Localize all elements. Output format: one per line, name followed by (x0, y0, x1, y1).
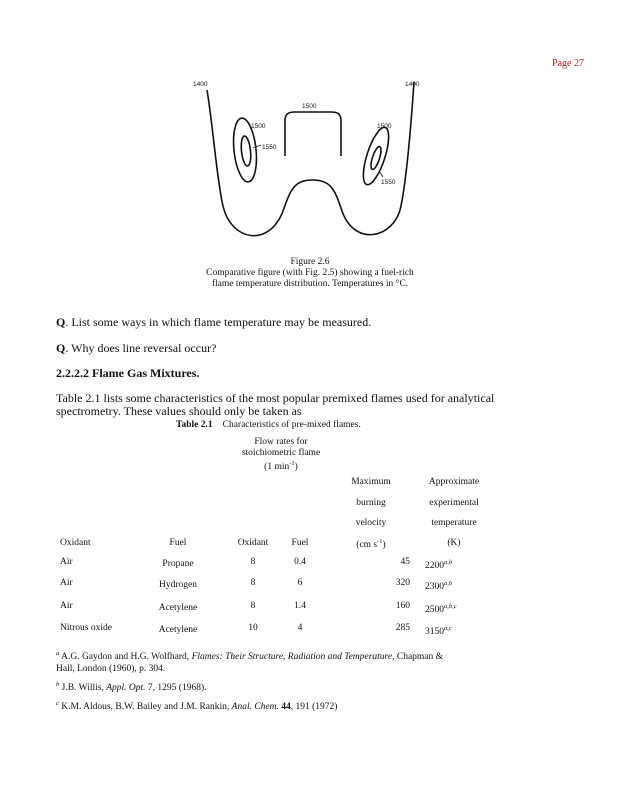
paragraph-line-1: Table 2.1 lists some characteristics of the most popular premixed flames used for analytical (56, 391, 495, 405)
col-header-oxidant-flow: Oxidant (237, 538, 269, 548)
table-title: Characteristics of pre-mixed flames. (222, 420, 361, 430)
figure-title: Figure 2.6 (290, 257, 330, 267)
cell-fuel-flow: 4 (297, 623, 303, 633)
question-text: . Why does line reversal occur? (65, 341, 217, 355)
question-1 (56, 315, 371, 330)
footnote-a: $^a$ A.G. Gaydon and H.G. Wolfhard, Flames: Their Structure, Radiation and Temperature, Chapman & Hall, London (1960), p. 304. (56, 650, 444, 675)
velocity-header-1: Maximum (351, 477, 391, 487)
cell-fuel: Acetylene (158, 625, 198, 635)
paragraph-line-2: spectrometry. These values should only be taken as (56, 404, 302, 418)
table-caption (176, 420, 361, 430)
question-2 (56, 341, 216, 356)
cell-oxidant-flow: 8 (250, 578, 256, 588)
label-1400-left: 1400 (193, 81, 208, 88)
cell-temperature: 3150$^{a,c}$ (425, 625, 452, 638)
col-header-fuel-flow: Fuel (291, 538, 309, 548)
figure-caption-line-1: Comparative figure (with Fig. 2.5) showing a fuel-rich (206, 268, 414, 278)
question-label: Q (56, 341, 66, 355)
cell-fuel: Propane (162, 559, 194, 569)
question-label: Q (56, 315, 66, 329)
label-1500-right: 1500 (377, 123, 392, 130)
temp-header-1: Approximate (428, 477, 480, 487)
label-1550-right: 1550 (381, 179, 396, 186)
figure-caption-line-2: flame temperature distribution. Temperatures in °C. (211, 279, 409, 289)
cell-temperature: 2200$^{a,b}$ (425, 559, 453, 572)
cell-fuel: Hydrogen (159, 580, 197, 590)
velocity-header-2: burning (356, 498, 386, 508)
cell-oxidant-flow: 8 (250, 601, 256, 611)
footnote-c: $^c$ K.M. Aldous, B.W. Bailey and J.M. Rankin, Anal. Chem. 44, 191 (1972) (56, 700, 338, 713)
flow-header-3: (1 $\min^{-1}$) (264, 460, 298, 473)
cell-velocity: 45 (400, 557, 410, 567)
cell-temperature: 2500$^{a,b,c}$ (425, 603, 457, 616)
flow-header-1: Flow rates for (254, 437, 308, 447)
col-header-oxidant: Oxidant (60, 538, 91, 548)
temp-header-3: temperature (431, 518, 477, 528)
cell-temperature: 2300$^{a,b}$ (425, 580, 453, 593)
col-header-fuel: Fuel (169, 538, 187, 548)
flame-temperature-figure (195, 76, 431, 252)
cell-velocity: 285 (395, 623, 410, 633)
label-1550-left: 1550 (262, 144, 277, 151)
label-1500-left: 1500 (251, 123, 266, 130)
contour-1550-left (240, 136, 252, 167)
cell-oxidant-flow: 10 (248, 623, 258, 633)
cell-velocity: 160 (395, 601, 410, 611)
cell-fuel: Acetylene (158, 603, 198, 613)
velocity-header-4: (cm $s^{-1}$) (356, 538, 386, 551)
contour-1500-right (358, 125, 394, 188)
label-1500-top: 1500 (302, 103, 317, 110)
cell-oxidant: Air (60, 557, 73, 567)
cell-oxidant: Nitrous oxide (60, 623, 112, 633)
label-1400-right: 1400 (405, 81, 420, 88)
cell-oxidant-flow: 8 (250, 557, 256, 567)
footnote-b: $^b$ J.B. Willis, Appl. Opt. 7, 1295 (1968). (56, 681, 207, 694)
temp-header-4: (K) (447, 538, 461, 548)
cell-fuel-flow: 6 (297, 578, 303, 588)
cell-fuel-flow: 0.4 (294, 557, 306, 567)
question-text: . List some ways in which flame temperature may be measured. (65, 315, 372, 329)
cell-oxidant: Air (60, 601, 73, 611)
contour-1500-top (285, 112, 341, 156)
cell-oxidant: Air (60, 578, 73, 588)
cell-fuel-flow: 1.4 (294, 601, 306, 611)
table-label: Table 2.1 (176, 420, 213, 430)
section-heading: 2.2.2.2 Flame Gas Mixtures. (56, 366, 200, 380)
temp-header-2: experimental (429, 498, 479, 508)
page-number: Page 27 (552, 58, 584, 69)
velocity-header-3: velocity (355, 518, 387, 528)
flame-contour-diagram (195, 76, 431, 252)
flow-header-2: stoichiometric flame (241, 448, 321, 458)
cell-velocity: 320 (395, 578, 410, 588)
